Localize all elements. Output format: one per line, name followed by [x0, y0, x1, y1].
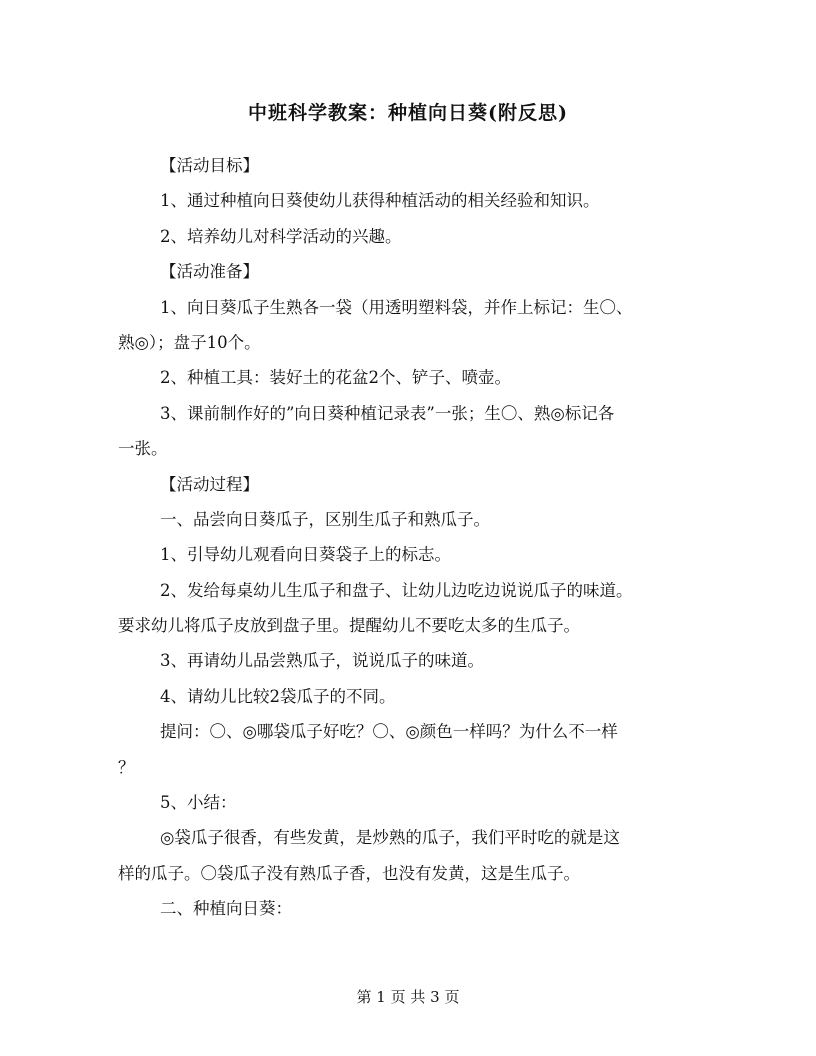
paragraph-line: 3、课前制作好的”向日葵种植记录表”一张；生〇、熟◎标记各 — [160, 403, 615, 423]
document-title: 中班科学教案：种植向日葵(附反思) — [248, 102, 568, 124]
paragraph-line: 2、种植工具：装好土的花盆2个、铲子、喷壶。 — [160, 368, 511, 388]
document-body — [118, 148, 698, 927]
paragraph-continuation-line: 样的瓜子。〇袋瓜子没有熟瓜子香，也没有发黄，这是生瓜子。 — [118, 863, 580, 883]
paragraph-line: 5、小结： — [160, 793, 237, 813]
paragraph-line: 4、请幼儿比较2袋瓜子的不同。 — [160, 686, 396, 706]
section-heading-process: 【活动过程】 — [160, 474, 259, 494]
paragraph-line: ◎袋瓜子很香，有些发黄，是炒熟的瓜子，我们平时吃的就是这 — [160, 828, 620, 848]
section-heading-preparation: 【活动准备】 — [160, 262, 259, 282]
paragraph-line: 1、通过种植向日葵使幼儿获得种植活动的相关经验和知识。 — [160, 191, 600, 211]
paragraph-line: 1、向日葵瓜子生熟各一袋（用透明塑料袋，并作上标记：生〇、 — [160, 297, 633, 317]
paragraph-continuation-line: 熟◎）；盘子10个。 — [118, 332, 261, 352]
paragraph-continuation-line: ？ — [118, 757, 135, 777]
paragraph-continuation-line: 要求幼儿将瓜子皮放到盘子里。提醒幼儿不要吃太多的生瓜子。 — [118, 616, 580, 636]
paragraph-line: 一、品尝向日葵瓜子，区别生瓜子和熟瓜子。 — [160, 509, 490, 529]
paragraph-line: 提问：〇、◎哪袋瓜子好吃？〇、◎颜色一样吗？为什么不一样 — [160, 722, 618, 742]
section-heading-goals: 【活动目标】 — [160, 156, 259, 175]
page-footer: 第 1 页 共 3 页 — [356, 988, 460, 1006]
paragraph-line: 2、发给每桌幼儿生瓜子和盘子、让幼儿边吃边说说瓜子的味道。 — [160, 580, 633, 600]
paragraph-line: 3、再请幼儿品尝熟瓜子，说说瓜子的味道。 — [160, 651, 484, 671]
paragraph-continuation-line: 一张。 — [118, 439, 168, 459]
paragraph-line: 1、引导幼儿观看向日葵袋子上的标志。 — [160, 545, 451, 565]
paragraph-line: 2、培养幼儿对科学活动的兴趣。 — [160, 226, 402, 246]
paragraph-line: 二、种植向日葵： — [160, 899, 292, 919]
